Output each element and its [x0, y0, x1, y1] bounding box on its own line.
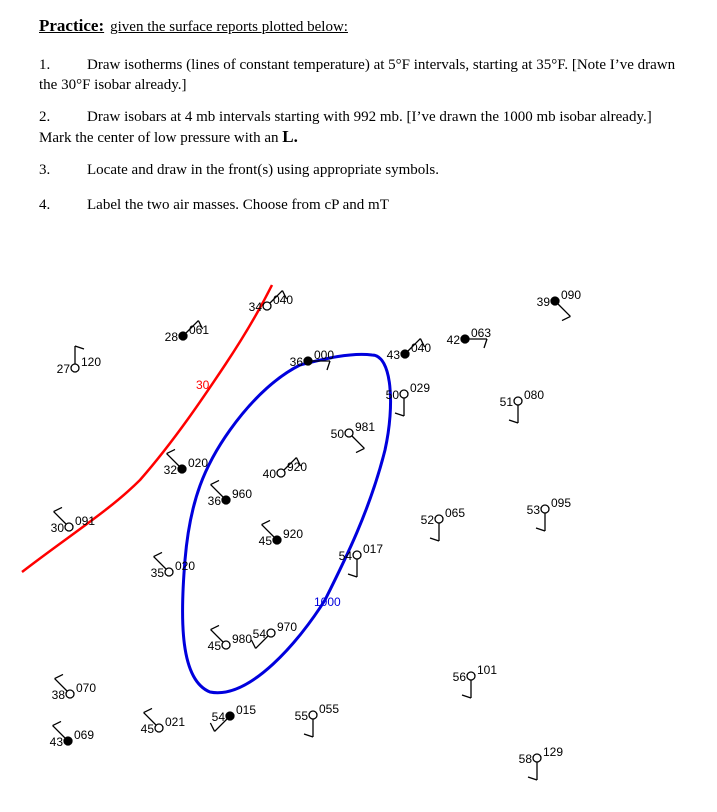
station-temperature: 36	[289, 355, 303, 369]
station-temperature: 28	[164, 330, 178, 344]
station-temperature: 54	[338, 549, 352, 563]
station-circle	[178, 465, 186, 473]
station-14	[51, 507, 96, 535]
station-temperature: 43	[386, 348, 400, 362]
station-circle	[165, 568, 173, 576]
task-2-text: Draw isobars at 4 mb intervals starting with 992 mb. [I’ve drawn the 1000 mb isobar already.]	[87, 109, 652, 125]
task-1-text: Draw isotherms (lines of constant temperature) at 5°F intervals, starting at 35°F. [Note I’ve drawn	[87, 57, 676, 73]
station-circle	[353, 551, 361, 559]
station-pressure: 129	[543, 745, 564, 759]
station-17	[259, 520, 304, 548]
wind-barb-feather	[210, 723, 214, 731]
station-circle	[541, 505, 549, 513]
station-pressure: 063	[471, 326, 492, 340]
station-circle	[461, 335, 469, 343]
station-circle	[155, 724, 163, 732]
wind-barb-feather	[327, 361, 330, 370]
station-temperature: 58	[518, 752, 532, 766]
station-18	[339, 542, 384, 577]
station-temperature: 34	[248, 300, 262, 314]
station-pressure: 101	[477, 663, 498, 677]
station-8	[386, 381, 431, 416]
station-circle	[533, 754, 541, 762]
wind-barb-feather	[144, 708, 152, 712]
isotherm-label: 30	[196, 378, 210, 392]
station-circle	[226, 712, 234, 720]
wind-barb-feather	[395, 413, 404, 416]
station-circle	[267, 629, 275, 637]
station-temperature: 45	[140, 722, 154, 736]
station-9	[500, 388, 545, 423]
station-4	[290, 348, 335, 370]
station-circle	[435, 515, 443, 523]
task-3-text: Locate and draw in the front(s) using appropriate symbols.	[87, 162, 439, 178]
station-28	[519, 745, 564, 780]
station-7	[537, 288, 582, 321]
station-27	[50, 721, 95, 749]
station-temperature: 54	[211, 710, 225, 724]
wind-barb-feather	[167, 449, 175, 453]
station-temperature: 35	[150, 566, 164, 580]
station-temperature: 43	[49, 735, 63, 749]
station-pressure: 070	[76, 681, 97, 695]
station-12	[263, 458, 308, 481]
station-pressure: 055	[319, 702, 340, 716]
station-circle	[309, 711, 317, 719]
station-pressure: 061	[189, 323, 210, 337]
wind-barb-feather	[509, 420, 518, 423]
station-13	[208, 480, 253, 508]
station-circle	[304, 357, 312, 365]
wind-barb-feather	[53, 721, 61, 725]
station-pressure: 029	[410, 381, 431, 395]
station-16	[527, 496, 572, 531]
station-temperature: 30	[50, 521, 64, 535]
station-circle	[66, 690, 74, 698]
station-pressure: 017	[363, 542, 384, 556]
station-temperature: 27	[56, 362, 70, 376]
station-temperature: 45	[258, 534, 272, 548]
station-circle	[65, 523, 73, 531]
station-pressure: 960	[232, 487, 253, 501]
station-circle	[273, 536, 281, 544]
station-circle	[467, 672, 475, 680]
station-pressure: 091	[75, 514, 96, 528]
station-19	[151, 552, 196, 580]
wind-barb-feather	[154, 552, 162, 556]
station-circle	[222, 496, 230, 504]
station-pressure: 095	[551, 496, 572, 510]
wind-barb-feather	[211, 625, 219, 629]
wind-barb-feather	[54, 507, 62, 511]
station-circle	[277, 469, 285, 477]
station-temperature: 40	[262, 467, 276, 481]
wind-barb-feather	[55, 674, 63, 678]
station-pressure: 980	[232, 632, 253, 646]
station-10	[331, 420, 376, 453]
station-3	[249, 291, 294, 314]
station-circle	[401, 350, 409, 358]
station-22	[453, 663, 498, 698]
station-pressure: 021	[165, 715, 186, 729]
task-3-number: 3.	[39, 162, 51, 178]
station-pressure: 080	[524, 388, 545, 402]
station-temperature: 53	[526, 503, 540, 517]
wind-barb-feather	[536, 528, 545, 531]
station-pressure: 020	[188, 456, 209, 470]
station-circle	[514, 397, 522, 405]
station-circle	[263, 302, 271, 310]
station-24	[210, 703, 256, 731]
isobar-label: 1000	[314, 595, 341, 609]
station-2	[165, 321, 210, 344]
station-temperature: 52	[420, 513, 434, 527]
station-pressure: 040	[273, 293, 294, 307]
station-circle	[345, 429, 353, 437]
station-circle	[71, 364, 79, 372]
station-circle	[179, 332, 187, 340]
station-temperature: 55	[294, 709, 308, 723]
station-temperature: 36	[207, 494, 221, 508]
task-4-number: 4.	[39, 197, 51, 213]
station-temperature: 56	[452, 670, 466, 684]
wind-barb-feather	[528, 777, 537, 780]
station-pressure: 981	[355, 420, 376, 434]
title: Practice:	[39, 16, 105, 35]
station-circle	[222, 641, 230, 649]
task-4-text: Label the two air masses. Choose from cP and mT	[87, 197, 389, 213]
station-11	[164, 449, 209, 477]
wind-barb-feather	[75, 346, 84, 349]
station-pressure: 015	[236, 703, 257, 717]
task-1-number: 1.	[39, 57, 51, 73]
station-circle	[551, 297, 559, 305]
station-26	[141, 708, 186, 736]
stations	[50, 288, 582, 780]
station-21	[208, 625, 253, 653]
station-temperature: 32	[163, 463, 177, 477]
wind-barb-feather	[304, 734, 313, 737]
station-temperature: 39	[536, 295, 550, 309]
station-pressure: 065	[445, 506, 466, 520]
wind-barb-feather	[484, 339, 487, 348]
wind-barb-feather	[262, 520, 270, 524]
station-15	[421, 506, 466, 541]
station-pressure: 920	[283, 527, 304, 541]
subtitle: given the surface reports plotted below:	[110, 19, 348, 35]
task-2-bold: L.	[282, 127, 298, 146]
station-pressure: 920	[287, 460, 308, 474]
wind-barb-feather	[462, 695, 471, 698]
station-6	[447, 326, 492, 348]
wind-barb-feather	[348, 574, 357, 577]
task-1-cont: the 30°F isobar already.]	[39, 77, 187, 93]
task-2-number: 2.	[39, 109, 51, 125]
station-1	[57, 346, 102, 376]
station-pressure: 040	[411, 341, 432, 355]
station-pressure: 970	[277, 620, 298, 634]
station-temperature: 54	[252, 627, 266, 641]
station-temperature: 50	[385, 388, 399, 402]
station-temperature: 50	[330, 427, 344, 441]
station-5	[387, 339, 432, 362]
station-25	[295, 702, 340, 737]
station-pressure: 090	[561, 288, 582, 302]
station-pressure: 020	[175, 559, 196, 573]
station-temperature: 45	[207, 639, 221, 653]
station-circle	[64, 737, 72, 745]
station-pressure: 069	[74, 728, 95, 742]
wind-barb-feather	[211, 480, 219, 484]
station-pressure: 120	[81, 355, 102, 369]
wind-barb-feather	[562, 316, 570, 320]
station-temperature: 51	[499, 395, 513, 409]
wind-barb-feather	[430, 538, 439, 541]
station-temperature: 38	[51, 688, 65, 702]
station-23	[52, 674, 97, 702]
station-circle	[400, 390, 408, 398]
station-20	[251, 620, 297, 648]
wind-barb-feather	[356, 448, 364, 452]
station-pressure: 000	[314, 348, 335, 362]
station-temperature: 42	[446, 333, 460, 347]
task-2-cont-text: Mark the center of low pressure with an	[39, 130, 283, 146]
